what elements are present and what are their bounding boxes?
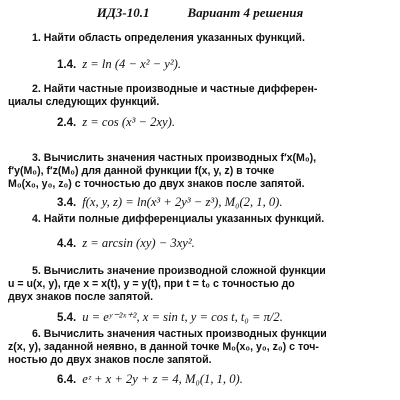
- task-1-statement: 1. Найти область определения указанных функций.: [32, 32, 305, 44]
- task-3-item: 3.4. f(x, y, z) = ln(x³ + 2y³ − z³), M₀(2, 1, 0).: [57, 195, 283, 209]
- variant-title: Вариант 4 решения: [187, 5, 304, 20]
- task-1-item: 1.4. z = ln (4 − x² − y²).: [57, 57, 181, 71]
- task-6-item: 6.4. eᶻ + x + 2y + z = 4, M₀(1, 1, 0).: [57, 372, 243, 386]
- task-2-item: 2.4. z = cos (x³ − 2xy).: [57, 115, 175, 129]
- assignment-code: ИДЗ-10.1: [96, 5, 150, 20]
- page-header: [0, 5, 400, 21]
- task-5-item: 5.4. u = eʸ⁻²ˣ⁺², x = sin t, y = cos t, t₀ = π/2.: [57, 310, 283, 324]
- task-2-statement: 2. Найти частные производные и частные дифферен- циалы следующих функций.: [8, 83, 318, 108]
- task-6-statement: 6. Вычислить значения частных производных функции z(x, y), заданной неявно, в данной точке M₀(x₀, y₀, z₀) с точ- ностью до двух знаков после запятой.: [8, 328, 327, 366]
- task-4-item: 4.4. z = arcsin (xy) − 3xy².: [57, 236, 195, 250]
- task-5-statement: 5. Вычислить значение производной сложной функции u = u(x, y), где x = x(t), y = y(t), при t = t₀ с точностью до двух знаков после запятой.: [8, 265, 326, 303]
- task-3-statement: 3. Вычислить значения частных производных f′x(M₀), f′y(M₀), f′z(M₀) для данной функции f(x, y, z) в точке M₀(x₀, y₀, z₀) с точностью до двух знаков после запятой.: [8, 152, 317, 190]
- task-4-statement: 4. Найти полные дифференциалы указанных функций.: [32, 213, 325, 225]
